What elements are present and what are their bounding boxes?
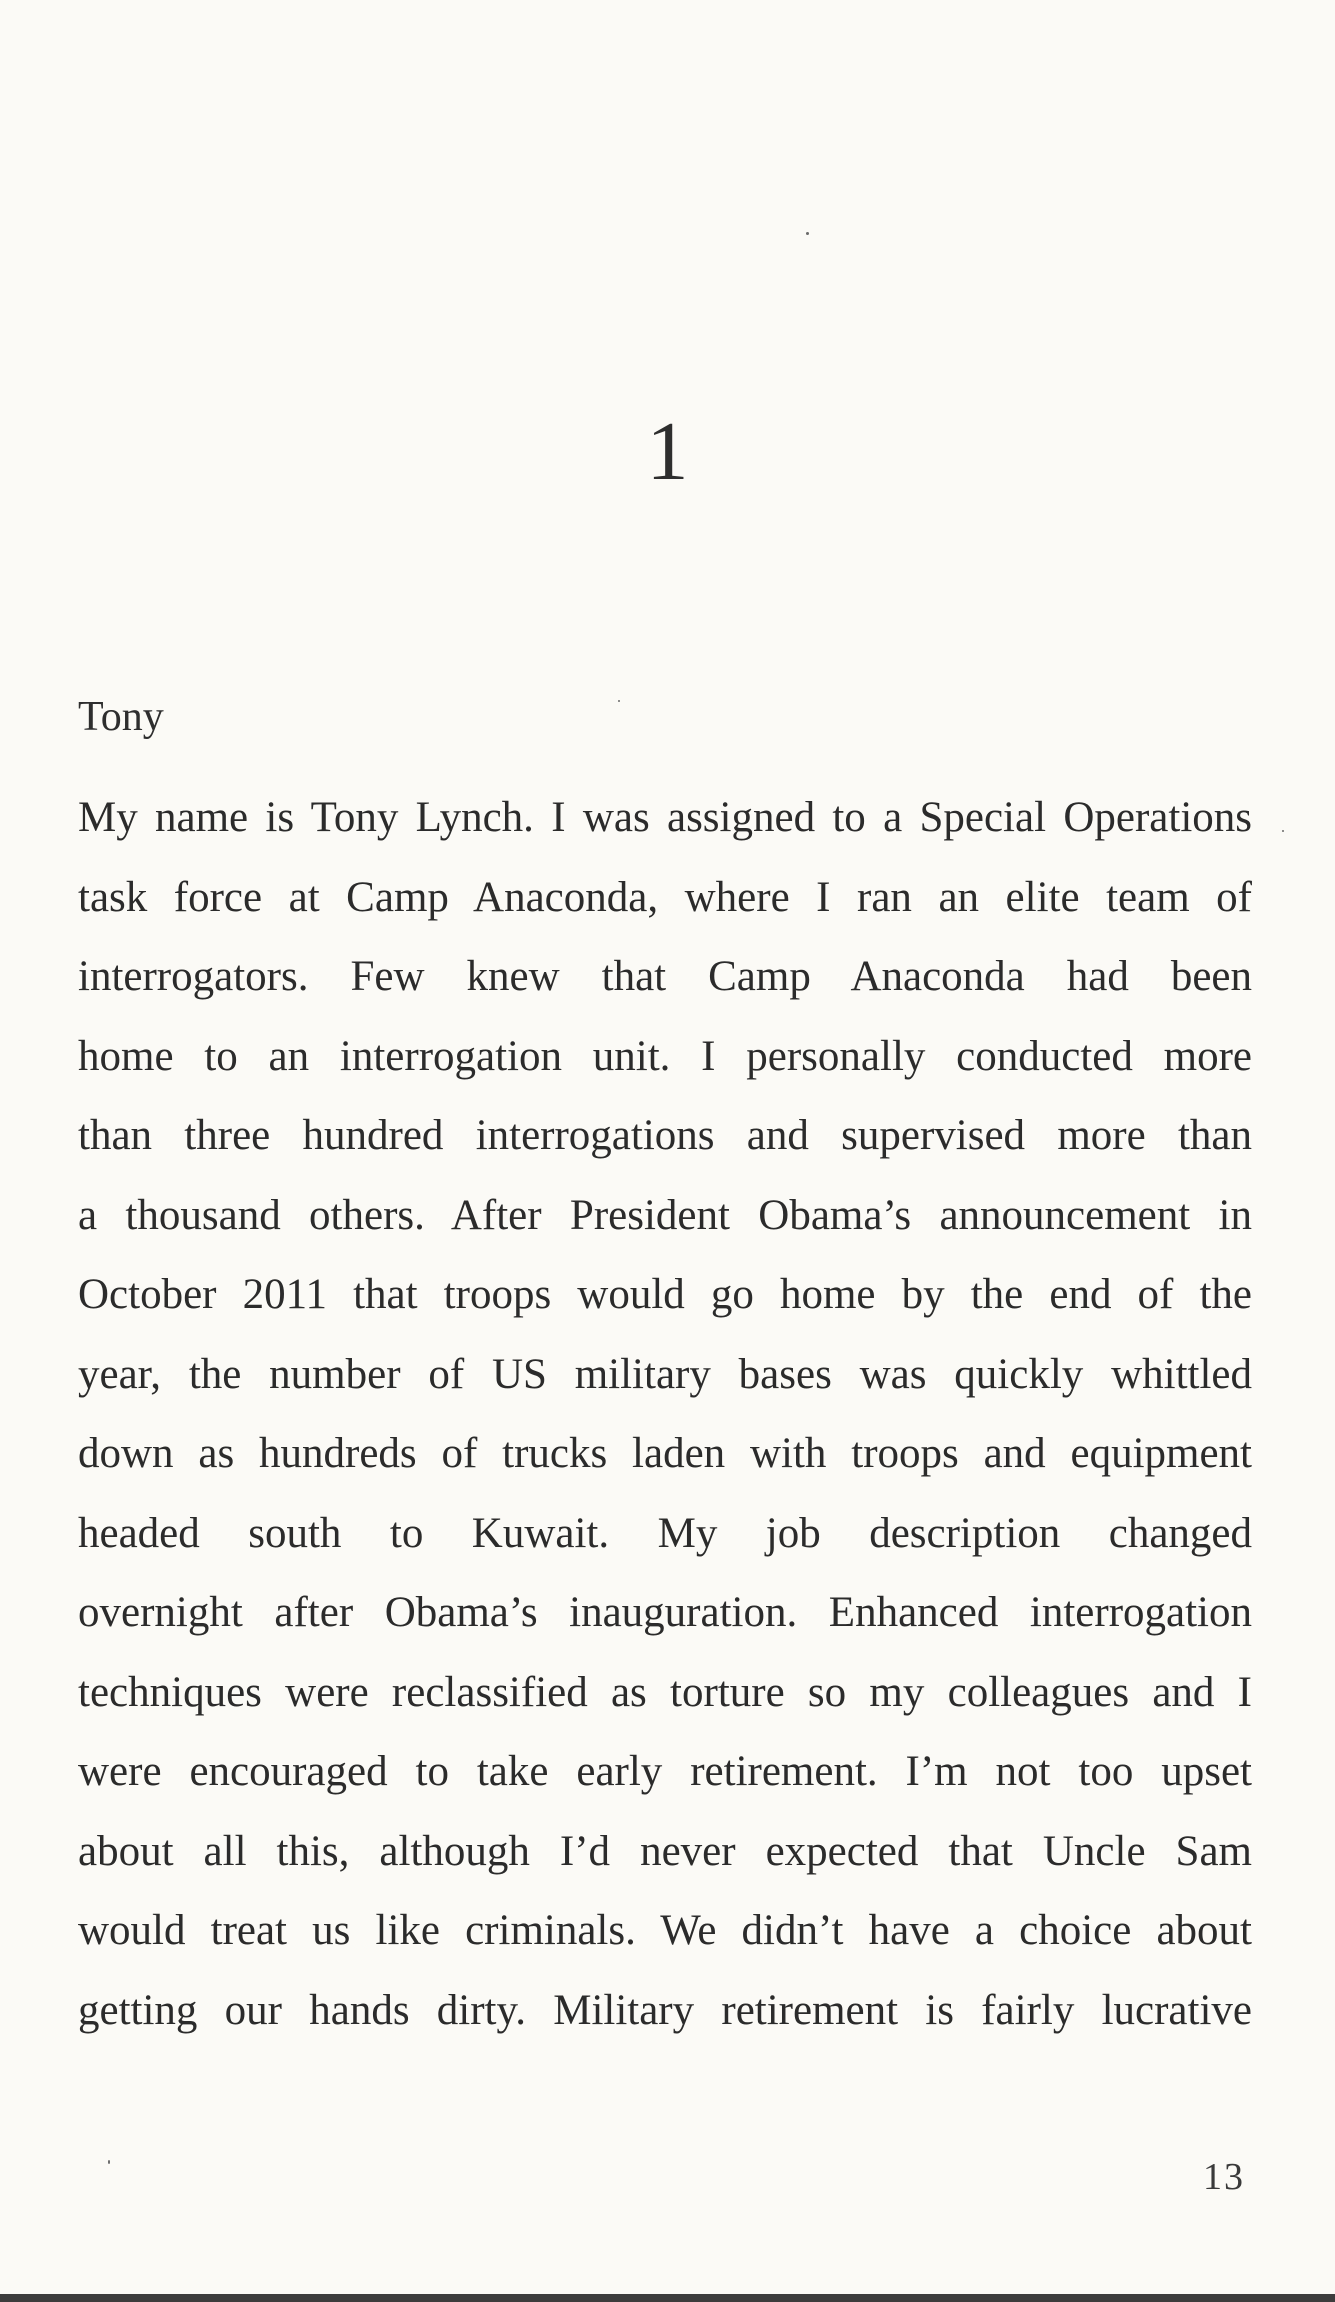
- paper-speck: [618, 700, 620, 702]
- text-line: were encouraged to take early retirement. I’m not too upset: [78, 1748, 1252, 1795]
- text-line: techniques were reclassified as torture so my colleagues and I: [78, 1668, 1252, 1716]
- paper-speck: [806, 232, 809, 235]
- paper-speck: [108, 2160, 110, 2164]
- text-line: would treat us like criminals. We didn’t have a choice about: [78, 1907, 1252, 1954]
- section-heading: Tony: [78, 694, 164, 740]
- text-line: year, the number of US military bases was quickly whittled: [78, 1350, 1252, 1398]
- text-line: down as hundreds of trucks laden with troops and equipment: [78, 1430, 1252, 1477]
- body-paragraph: [78, 778, 1252, 2050]
- text-line: My name is Tony Lynch. I was assigned to a Special Operations: [78, 794, 1252, 841]
- text-line: a thousand others. After President Obama’s announcement in: [78, 1191, 1252, 1239]
- text-line: getting our hands dirty. Military retirement is fairly lucrative: [78, 1986, 1252, 2034]
- page-number: 13: [1203, 2156, 1245, 2198]
- chapter-number: 1: [646, 405, 689, 498]
- text-line: than three hundred interrogations and supervised more than: [78, 1112, 1252, 1159]
- text-line: headed south to Kuwait. My job description changed: [78, 1509, 1252, 1557]
- text-line: overnight after Obama’s inauguration. Enhanced interrogation: [78, 1589, 1252, 1636]
- paper-speck: [1282, 830, 1284, 832]
- scan-bottom-edge: [0, 2294, 1335, 2302]
- text-line: task force at Camp Anaconda, where I ran an elite team of: [78, 873, 1252, 921]
- text-line: about all this, although I’d never expected that Uncle Sam: [78, 1827, 1252, 1875]
- text-line: interrogators. Few knew that Camp Anaconda had been: [78, 953, 1252, 1000]
- text-line: October 2011 that troops would go home by the end of the: [78, 1271, 1252, 1318]
- text-line: home to an interrogation unit. I personally conducted more: [78, 1032, 1252, 1080]
